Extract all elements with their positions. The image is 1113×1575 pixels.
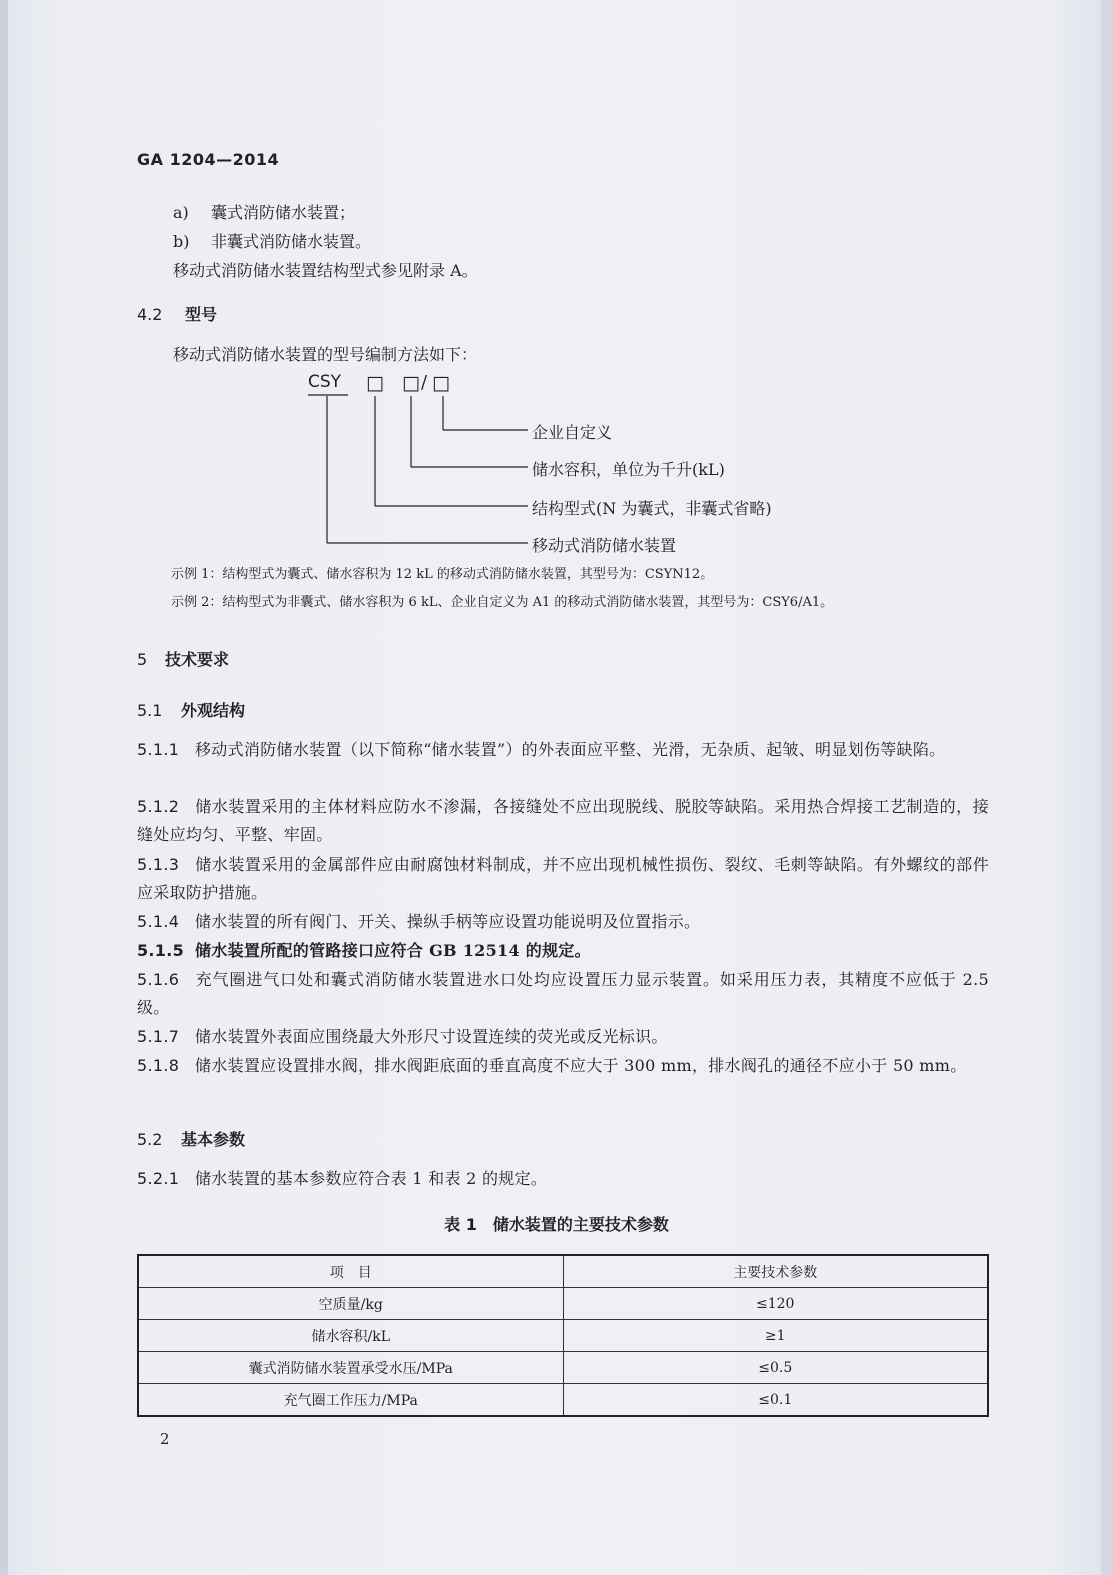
clause-text: 充气圈进气口处和囊式消防储水装置进水口处均应设置压力显示装置。如采用压力表，其精度不应低于 2.5 级。 bbox=[137, 970, 989, 1017]
clause-number: 5.2.1 bbox=[137, 1169, 180, 1188]
table-row bbox=[138, 1320, 988, 1352]
table-cell-value: ≤120 bbox=[563, 1288, 988, 1320]
label-product: 移动式消防储水装置 bbox=[532, 536, 677, 555]
model-code-prefix: CSY bbox=[308, 372, 342, 392]
section-title: 基本参数 bbox=[181, 1130, 246, 1149]
table-row bbox=[138, 1352, 988, 1384]
list-marker: a) bbox=[173, 203, 189, 222]
clause-5-1-7 bbox=[137, 1023, 989, 1051]
table-row bbox=[138, 1384, 988, 1417]
model-slash: / bbox=[421, 372, 428, 393]
clause-5-1-3 bbox=[137, 851, 989, 907]
clause-number: 5.1.8 bbox=[137, 1056, 180, 1075]
clause-5-1-8 bbox=[137, 1052, 989, 1080]
clause-text: 储水装置外表面应围绕最大外形尺寸设置连续的荧光或反光标识。 bbox=[195, 1027, 668, 1046]
clause-number: 5.1.4 bbox=[137, 912, 180, 931]
intro-note: 移动式消防储水装置结构型式参见附录 A。 bbox=[173, 261, 478, 280]
table-cell-item: 囊式消防储水装置承受水压/MPa bbox=[138, 1352, 563, 1384]
clause-number: 5.1.2 bbox=[137, 797, 180, 816]
clause-5-1-6 bbox=[137, 966, 989, 1022]
table-cell-item: 储水容积/kL bbox=[138, 1320, 563, 1352]
section-number: 5.1 bbox=[137, 701, 163, 720]
label-custom: 企业自定义 bbox=[532, 423, 613, 442]
clause-text: 储水装置采用的主体材料应防水不渗漏，各接缝处不应出现脱线、脱胶等缺陷。采用热合焊接工艺制造的，接缝处应均匀、平整、牢固。 bbox=[137, 797, 989, 844]
table-1-title: 表 1 储水装置的主要技术参数 bbox=[444, 1215, 669, 1234]
list-text: 囊式消防储水装置； bbox=[211, 203, 356, 222]
clause-number: 5.1.7 bbox=[137, 1027, 180, 1046]
model-box-structure: □ bbox=[366, 372, 384, 394]
example-1: 示例 1：结构型式为囊式、储水容积为 12 kL 的移动式消防储水装置，其型号为：CSYN12。 bbox=[171, 567, 714, 582]
section-title: 技术要求 bbox=[165, 650, 230, 669]
clause-5-1-4 bbox=[137, 908, 989, 936]
clause-number: 5.1.3 bbox=[137, 855, 180, 874]
section-number: 4.2 bbox=[137, 305, 163, 324]
table-header-item: 项 目 bbox=[138, 1255, 563, 1288]
clause-5-2-1 bbox=[137, 1165, 989, 1193]
section-title: 型号 bbox=[185, 305, 218, 324]
section-number: 5 bbox=[137, 650, 148, 669]
example-2: 示例 2：结构型式为非囊式、储水容积为 6 kL、企业自定义为 A1 的移动式消防储水装置，其型号为：CSY6/A1。 bbox=[171, 595, 834, 610]
table-cell-value: ≤0.1 bbox=[563, 1384, 988, 1417]
table-cell-value: ≥1 bbox=[563, 1320, 988, 1352]
page-edge-right bbox=[1101, 0, 1113, 1575]
section-4-2-heading bbox=[137, 302, 217, 325]
label-structure: 结构型式(N 为囊式，非囊式省略) bbox=[532, 499, 772, 518]
clause-5-1-2 bbox=[137, 793, 989, 849]
doc-number-header: GA 1204—2014 bbox=[137, 150, 280, 169]
clause-number: 5.1.1 bbox=[137, 740, 180, 759]
clause-5-1-1 bbox=[137, 736, 989, 764]
list-item-b bbox=[173, 231, 371, 253]
list-item-a bbox=[173, 202, 355, 224]
clause-number: 5.1.5 bbox=[137, 941, 185, 960]
section-5-1-heading bbox=[137, 698, 245, 721]
section-number: 5.2 bbox=[137, 1130, 163, 1149]
clause-text: 储水装置的所有阀门、开关、操纵手柄等应设置功能说明及位置指示。 bbox=[195, 912, 701, 931]
clause-number: 5.1.6 bbox=[137, 970, 180, 989]
list-marker: b) bbox=[173, 232, 190, 251]
model-box-volume: □ bbox=[402, 372, 420, 394]
section-5-2-heading bbox=[137, 1127, 245, 1150]
model-box-custom: □ bbox=[432, 372, 450, 394]
clause-text: 移动式消防储水装置（以下简称“储水装置”）的外表面应平整、光滑，无杂质、起皱、明显划伤等缺陷。 bbox=[195, 740, 946, 759]
clause-text: 储水装置的基本参数应符合表 1 和表 2 的规定。 bbox=[195, 1169, 548, 1188]
page-edge-left bbox=[0, 0, 8, 1575]
model-intro: 移动式消防储水装置的型号编制方法如下： bbox=[173, 345, 478, 364]
clause-5-1-5 bbox=[137, 937, 989, 965]
table-cell-item: 空质量/kg bbox=[138, 1288, 563, 1320]
table-1 bbox=[137, 1254, 989, 1417]
section-5-heading bbox=[137, 647, 229, 670]
page-number: 2 bbox=[160, 1430, 170, 1448]
label-volume: 储水容积，单位为千升(kL) bbox=[532, 460, 725, 479]
table-row bbox=[138, 1288, 988, 1320]
table-cell-item: 充气圈工作压力/MPa bbox=[138, 1384, 563, 1417]
model-code-diagram bbox=[300, 370, 820, 570]
table-header-row bbox=[138, 1255, 988, 1288]
table-header-value: 主要技术参数 bbox=[563, 1255, 988, 1288]
clause-text: 储水装置所配的管路接口应符合 GB 12514 的规定。 bbox=[195, 941, 591, 960]
list-text: 非囊式消防储水装置。 bbox=[211, 232, 372, 251]
clause-text: 储水装置采用的金属部件应由耐腐蚀材料制成，并不应出现机械性损伤、裂纹、毛刺等缺陷。有外螺纹的部件应采取防护措施。 bbox=[137, 855, 989, 902]
section-title: 外观结构 bbox=[181, 701, 246, 720]
clause-text: 储水装置应设置排水阀，排水阀距底面的垂直高度不应大于 300 mm，排水阀孔的通径不应小于 50 mm。 bbox=[195, 1056, 967, 1075]
table-cell-value: ≤0.5 bbox=[563, 1352, 988, 1384]
